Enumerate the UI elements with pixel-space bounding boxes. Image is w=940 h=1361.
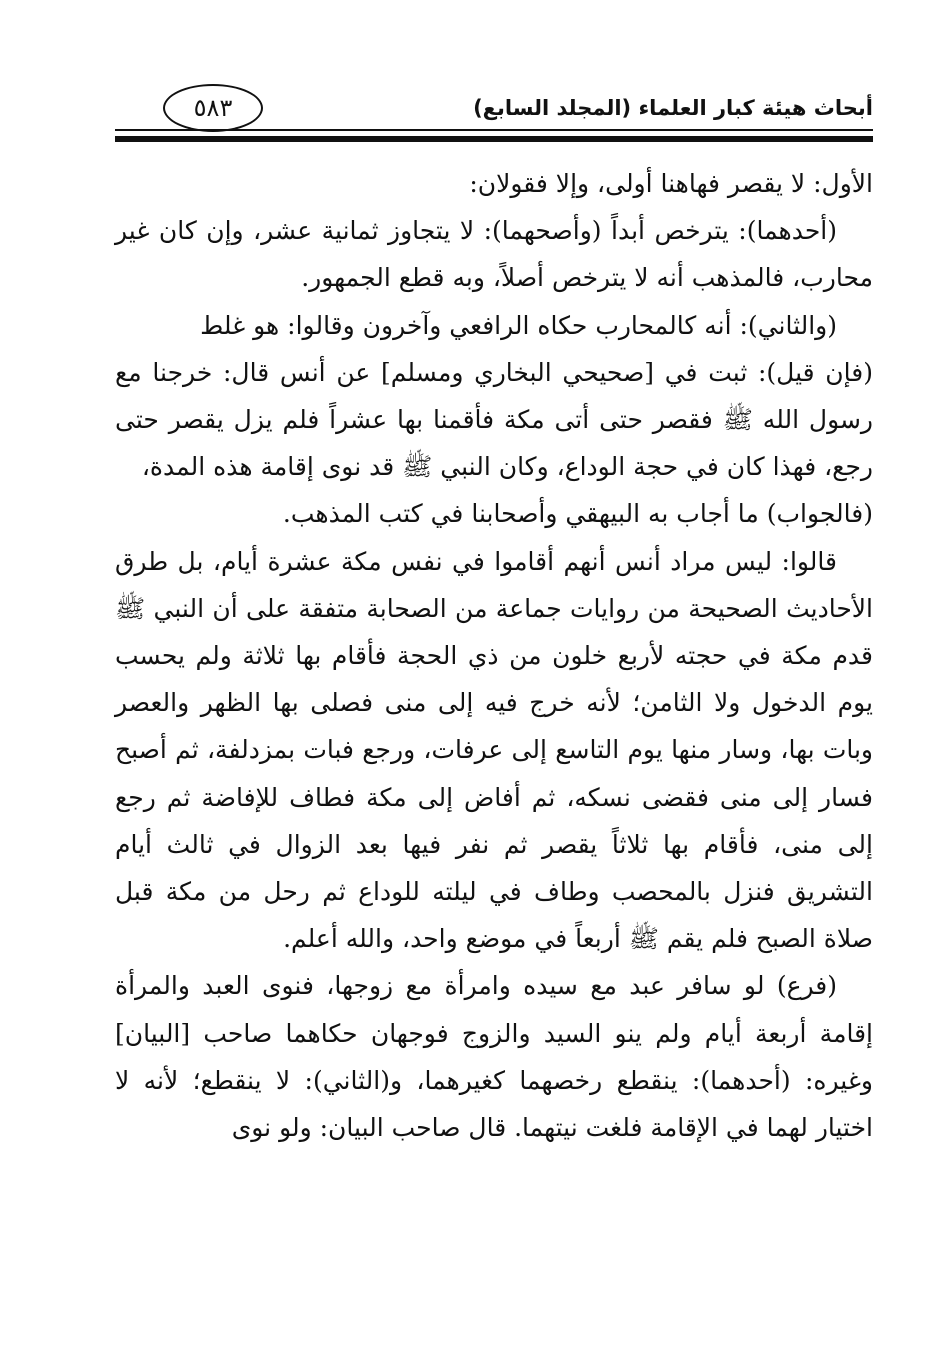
paragraph-branch: (فرع) لو سافر عبد مع سيده وامرأة مع زوجها، فنوى العبد والمرأة إقامة أربعة أيام ولم ينو السيد والزوج فوجهان حكاهما صاحب [البيان] وغيره: (أحدهما): ينقطع رخصهما كغيرهما، و(الثاني): لا ينقطع؛ لأنه لا اختيار لهما في الإقامة فلغت نيتهما. قال صاحب البيان: ولو نوى — [115, 971, 873, 1143]
body-text — [115, 160, 873, 1151]
page-header — [115, 78, 873, 148]
paragraph-first-view: (أحدهما): يترخص أبداً (وأصحهما): لا يتجاوز ثمانية عشر، وإن كان غير محارب، فالمذهب أنه لا يترخص أصلاً، وبه قطع الجمهور. — [115, 216, 873, 293]
header-thick-rule — [115, 136, 873, 142]
paragraph-second-view: (والثاني): أنه كالمحارب حكاه الرافعي وآخرون وقالوا: هو غلط — [200, 310, 837, 340]
page-number: ٥٨٣ — [193, 94, 233, 122]
paragraph-answer: (فالجواب) ما أجاب به البيهقي وأصحابنا في كتب المذهب. — [282, 499, 873, 529]
paragraph-explanation: قالوا: ليس مراد أنس أنهم أقاموا في نفس مكة عشرة أيام، بل طرق الأحاديث الصحيحة من روايات جماعة من الصحابة متفقة على أن النبي ﷺ قدم مكة في حجته لأربع خلون من ذي الحجة فأقام بها ثلاثة ولم يحسب يوم الدخول ولا الثامن؛ لأنه خرج فيه إلى منى فصلى بها الظهر والعصر وبات بها، وسار منها يوم التاسع إلى عرفات، ورجع فبات بمزدلفة، ثم أصبح فسار إلى منى فقضى نسكه، ثم أفاض إلى مكة فطاف للإفاضة ثم رجع إلى منى، فأقام بها ثلاثاً يقصر ثم نفر فيها بعد الزوال في ثالث أيام التشريق فنزل بالمحصب وطاف في ليلته للوداع ثم رحل من مكة قبل صلاة الصبح فلم يقم ﷺ أربعاً في موضع واحد، والله أعلم. — [115, 546, 873, 954]
page-number-badge — [163, 84, 263, 132]
paragraph-first-opinion: الأول: لا يقصر فهاهنا أولى، وإلا فقولان: — [469, 169, 873, 198]
header-thin-rule — [115, 129, 873, 131]
running-title: أبحاث هيئة كبار العلماء (المجلد السابع) — [473, 96, 873, 120]
paragraph-objection: (فإن قيل): ثبت في [صحيحي البخاري ومسلم] عن أنس قال: خرجنا مع رسول الله ﷺ فقصر حتى أتى مكة فأقمنا بها عشراً فلم يزل يقصر حتى رجع، فهذا كان في حجة الوداع، وكان النبي ﷺ قد نوى إقامة هذه المدة، — [115, 357, 873, 482]
